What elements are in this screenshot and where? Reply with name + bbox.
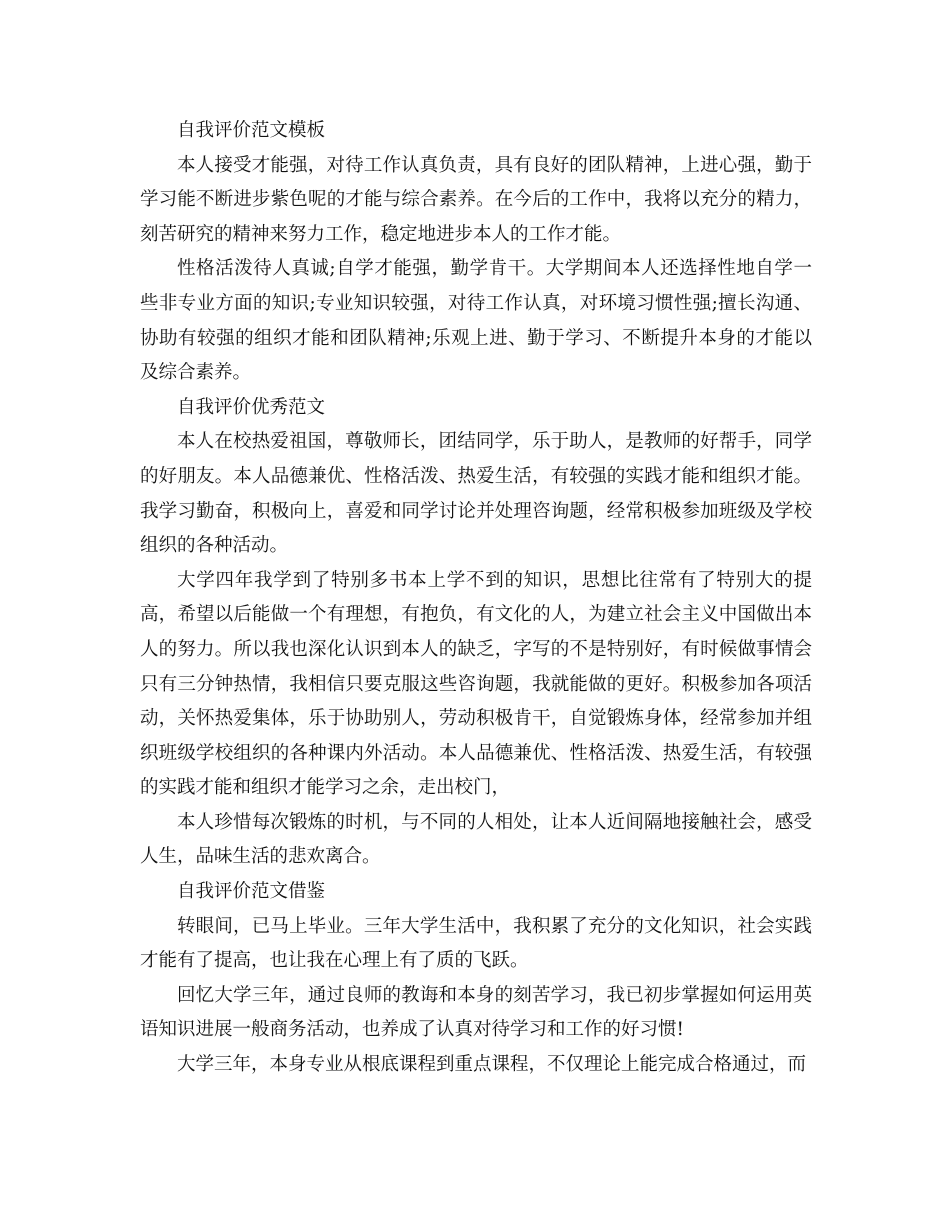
paragraph: 回忆大学三年，通过良师的教诲和本身的刻苦学习，我已初步掌握如何运用英语知识进展一般商务活动，也养成了认真对待学习和工作的好习惯! <box>140 984 812 1041</box>
paragraph: 转眼间，已马上毕业。三年大学生活中，我积累了充分的文化知识，社会实践才能有了提高，也让我在心理上有了质的飞跃。 <box>140 915 812 972</box>
paragraph: 本人珍惜每次锻炼的时机，与不同的人相处，让本人近间隔地接触社会，感受人生，品味生活的悲欢离合。 <box>140 811 812 868</box>
section-heading-excellent: 自我评价优秀范文 <box>177 396 326 418</box>
document-body <box>140 114 812 1083</box>
paragraph: 性格活泼待人真诚;自学才能强，勤学肯干。大学期间本人还选择性地自学一些非专业方面的知识;专业知识较强，对待工作认真，对环境习惯性强;擅长沟通、协助有较强的组织才能和团队精神;乐观上进、勤于学习、不断提升本身的才能以及综合素养。 <box>140 258 812 384</box>
section-heading-reference: 自我评价范文借鉴 <box>177 881 326 903</box>
paragraph: 本人在校热爱祖国，尊敬师长，团结同学，乐于助人，是教师的好帮手，同学的好朋友。本人品德兼优、性格活泼、热爱生活，有较强的实践才能和组织才能。我学习勤奋，积极向上，喜爱和同学讨论并处理咨询题，经常积极参加班级及学校组织的各种活动。 <box>140 431 812 557</box>
paragraph: 大学四年我学到了特别多书本上学不到的知识，思想比往常有了特别大的提高，希望以后能做一个有理想，有抱负，有文化的人，为建立社会主义中国做出本人的努力。所以我也深化认识到本人的缺乏，字写的不是特别好，有时候做事情会只有三分钟热情，我相信只要克服这些咨询题，我就能做的更好。积极参加各项活动，关怀热爱集体，乐于协助别人，劳动积极肯干，自觉锻炼身体，经常参加并组织班级学校组织的各种课内外活动。本人品德兼优、性格活泼、热爱生活，有较强的实践才能和组织才能学习之余，走出校门， <box>140 569 812 799</box>
paragraph: 大学三年，本身专业从根底课程到重点课程，不仅理论上能完成合格通过，而 <box>177 1054 807 1076</box>
paragraph: 本人接受才能强，对待工作认真负责，具有良好的团队精神，上进心强，勤于学习能不断进步紫色呢的才能与综合素养。在今后的工作中，我将以充分的精力，刻苦研究的精神来努力工作，稳定地进步本人的工作才能。 <box>140 154 812 245</box>
section-heading-template: 自我评价范文模板 <box>177 120 326 141</box>
